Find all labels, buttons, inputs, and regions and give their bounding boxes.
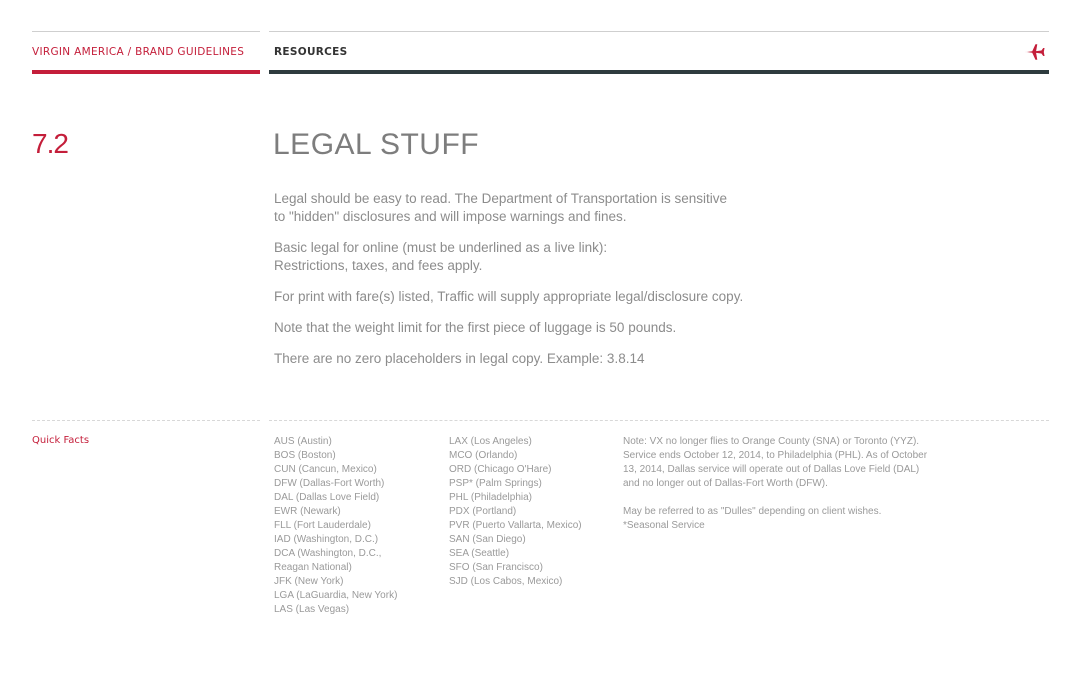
paragraph-line: to "hidden" disclosures and will impose warnings and fines. (274, 209, 627, 224)
quick-facts-notes (623, 435, 983, 533)
paragraph-line: Restrictions, taxes, and fees apply. (274, 258, 483, 273)
list-item: AUS (Austin) (274, 436, 332, 447)
header-rule-right (269, 31, 1049, 32)
note-line: and no longer out of Dallas-Fort Worth (DFW). (623, 478, 828, 489)
paragraph (274, 319, 874, 337)
note-line: *Seasonal Service (623, 520, 705, 531)
list-item: SEA (Seattle) (449, 548, 510, 559)
list-item: Reagan National) (274, 562, 352, 573)
divider-right (269, 420, 1049, 421)
list-item: FLL (Fort Lauderdale) (274, 520, 371, 531)
list-item: EWR (Newark) (274, 506, 341, 517)
airport-list-2 (449, 435, 582, 589)
note-line: 13, 2014, Dallas service will operate out of Dallas Love Field (DAL) (623, 464, 920, 475)
note-line: May be referred to as "Dulles" depending on client wishes. (623, 506, 882, 517)
list-item: SAN (San Diego) (449, 534, 526, 545)
note-spacer (623, 491, 983, 505)
list-item: SJD (Los Cabos, Mexico) (449, 576, 563, 587)
list-item: BOS (Boston) (274, 450, 336, 461)
paragraph (274, 350, 874, 368)
note-line: Service ends October 12, 2014, to Philadelphia (PHL). As of October (623, 450, 928, 461)
list-item: IAD (Washington, D.C.) (274, 534, 379, 545)
quick-facts-label: Quick Facts (32, 435, 90, 446)
list-item: LGA (LaGuardia, New York) (274, 590, 398, 601)
paragraph (274, 239, 874, 275)
list-item: CUN (Cancun, Mexico) (274, 464, 377, 475)
list-item: PDX (Portland) (449, 506, 517, 517)
list-item: MCO (Orlando) (449, 450, 518, 461)
section-number: 7.2 (32, 128, 68, 159)
brand-breadcrumb: VIRGIN AMERICA / BRAND GUIDELINES (32, 46, 245, 58)
list-item: PVR (Puerto Vallarta, Mexico) (449, 520, 582, 531)
page-title: LEGAL STUFF (273, 128, 480, 161)
list-item: DCA (Washington, D.C., (274, 548, 382, 559)
list-item: JFK (New York) (274, 576, 344, 587)
paragraph-line: Legal should be easy to read. The Department of Transportation is sensitive (274, 191, 728, 206)
header-section-bar (269, 70, 1049, 74)
header-accent-bar (32, 70, 260, 74)
list-item: ORD (Chicago O'Hare) (449, 464, 552, 475)
list-item: LAX (Los Angeles) (449, 436, 532, 447)
list-item: LAS (Las Vegas) (274, 604, 350, 615)
airport-list-1 (274, 435, 397, 617)
list-item: PHL (Philadelphia) (449, 492, 533, 503)
paragraph-line: There are no zero placeholders in legal copy. Example: 3.8.14 (274, 351, 645, 366)
divider-left (32, 420, 260, 421)
list-item: SFO (San Francisco) (449, 562, 543, 573)
paragraph (274, 288, 874, 306)
legal-body (274, 190, 874, 381)
header-rule-left (32, 31, 260, 32)
paragraph-line: Note that the weight limit for the first piece of luggage is 50 pounds. (274, 320, 677, 335)
paragraph-line: Basic legal for online (must be underlined as a live link): (274, 240, 608, 255)
paragraph-line: For print with fare(s) listed, Traffic will supply appropriate legal/disclosure copy. (274, 289, 744, 304)
note-line: Note: VX no longer flies to Orange County (SNA) or Toronto (YYZ). (623, 436, 920, 447)
section-title: RESOURCES (274, 46, 348, 58)
list-item: DFW (Dallas-Fort Worth) (274, 478, 385, 489)
list-item: PSP* (Palm Springs) (449, 478, 542, 489)
paragraph (274, 190, 874, 226)
list-item: DAL (Dallas Love Field) (274, 492, 380, 503)
airplane-icon (1024, 41, 1046, 63)
